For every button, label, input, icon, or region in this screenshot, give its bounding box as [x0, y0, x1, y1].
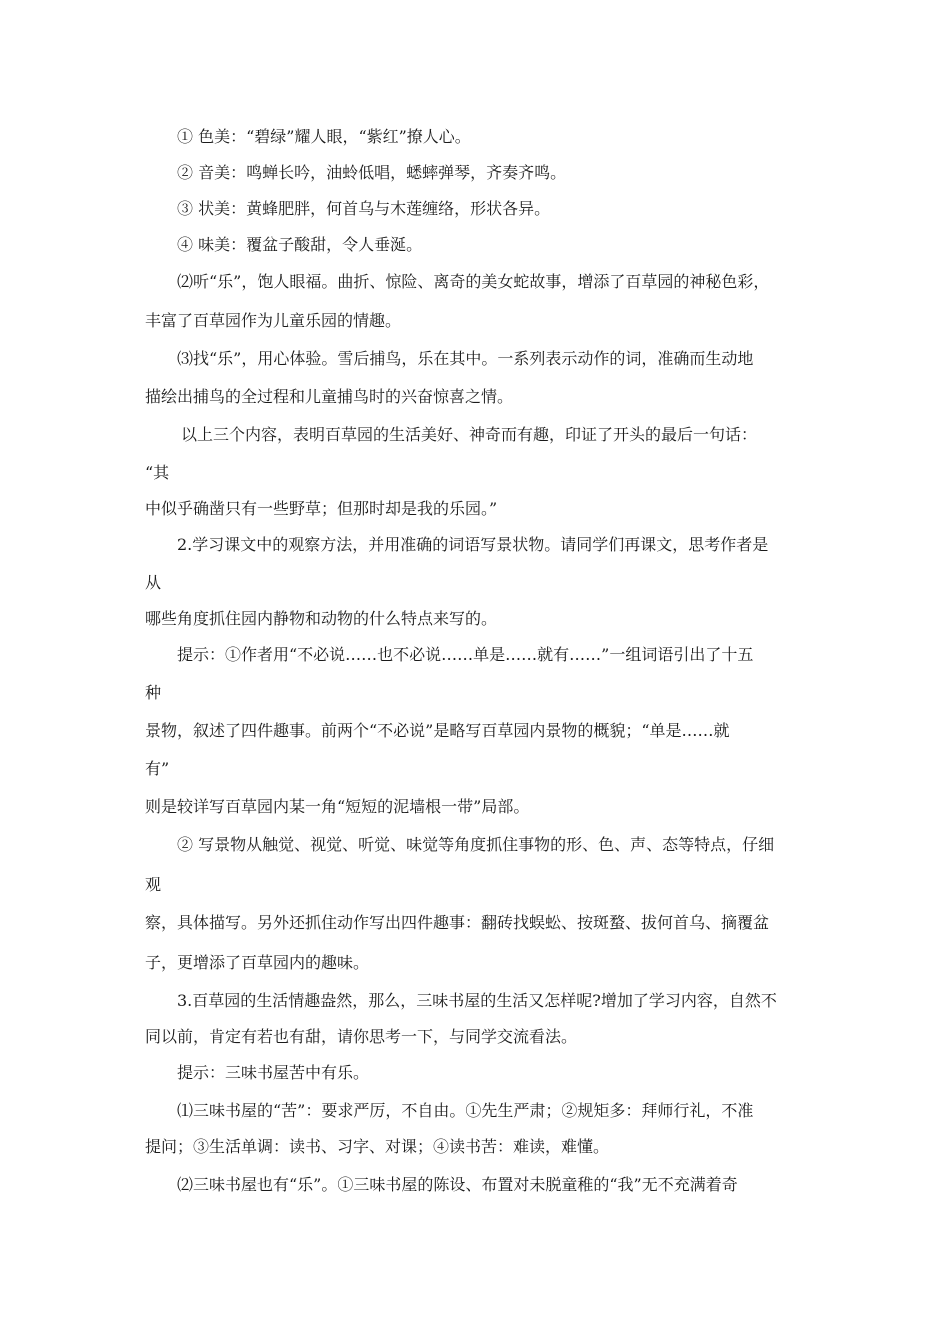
text-line: ④ 味美：覆盆子酸甜，令人垂涎。: [177, 235, 423, 254]
text-line: 子，更增添了百草园内的趣味。: [145, 953, 370, 972]
text-line: 种: [145, 683, 162, 702]
text-line: ① 色美：“碧绿”耀人眼，“紫红”撩人心。: [177, 127, 471, 146]
text-line: 丰富了百草园作为儿童乐园的情趣。: [145, 311, 402, 330]
text-line: ⑵听“乐”，饱人眼福。曲折、惊险、离奇的美女蛇故事，增添了百草园的神秘色彩，: [177, 272, 770, 291]
text-line: 2.学习课文中的观察方法，并用准确的词语写景状物。请同学们再课文，思考作者是: [177, 535, 769, 554]
text-line: ⑴三味书屋的“苦”：要求严厉，不自由。①先生严肃；②规矩多：拜师行礼，不准: [177, 1101, 754, 1120]
text-line: 有”: [145, 759, 170, 778]
text-line: 同以前，肯定有若也有甜，请你思考一下，与同学交流看法。: [145, 1027, 578, 1046]
text-line: 察，具体描写。另外还抓住动作写出四件趣事：翻砖找蜈蚣、按斑蝥、拔何首乌、摘覆盆: [145, 913, 770, 932]
text-line: ⑵三味书屋也有“乐”。①三味书屋的陈设、布置对未脱童稚的“我”无不充满着奇: [177, 1175, 738, 1194]
text-line: 提问；③生活单调：读书、习字、对课；④读书苦：难读，难懂。: [145, 1137, 610, 1156]
text-line: “其: [145, 463, 170, 482]
text-line: 从: [145, 573, 162, 592]
text-line: ② 音美：鸣蝉长吟，油蛉低唱，蟋蟀弹琴，齐奏齐鸣。: [177, 163, 567, 182]
text-line: 提示：①作者用“不必说……也不必说……单是……就有……”一组词语引出了十五: [177, 645, 754, 664]
text-line: 则是较详写百草园内某一角“短短的泥墙根一带”局部。: [145, 797, 530, 816]
text-line: 提示：三味书屋苦中有乐。: [177, 1063, 370, 1082]
text-line: 景物，叙述了四件趣事。前两个“不必说”是略写百草园内景物的概貌；“单是……就: [145, 721, 730, 740]
text-line: ② 写景物从触觉、视觉、听觉、味觉等角度抓住事物的形、色、声、态等特点，仔细: [177, 835, 775, 854]
text-line: 观: [145, 875, 162, 894]
text-line: 以上三个内容，表明百草园的生活美好、神奇而有趣，印证了开头的最后一句话：: [181, 425, 758, 444]
text-line: 中似乎确凿只有一些野草；但那时却是我的乐园。”: [145, 499, 498, 518]
text-line: 3.百草园的生活情趣盎然，那么，三味书屋的生活又怎样呢?增加了学习内容，自然不: [177, 991, 777, 1010]
text-line: 描绘出捕鸟的全过程和儿童捕鸟时的兴奋惊喜之情。: [145, 387, 514, 406]
text-line: ⑶找“乐”，用心体验。雪后捕鸟，乐在其中。一系列表示动作的词，准确而生动地: [177, 349, 754, 368]
text-line: 哪些角度抓住园内静物和动物的什么特点来写的。: [145, 609, 498, 628]
text-line: ③ 状美：黄蜂肥胖，何首乌与木莲缠络，形状各异。: [177, 199, 551, 218]
